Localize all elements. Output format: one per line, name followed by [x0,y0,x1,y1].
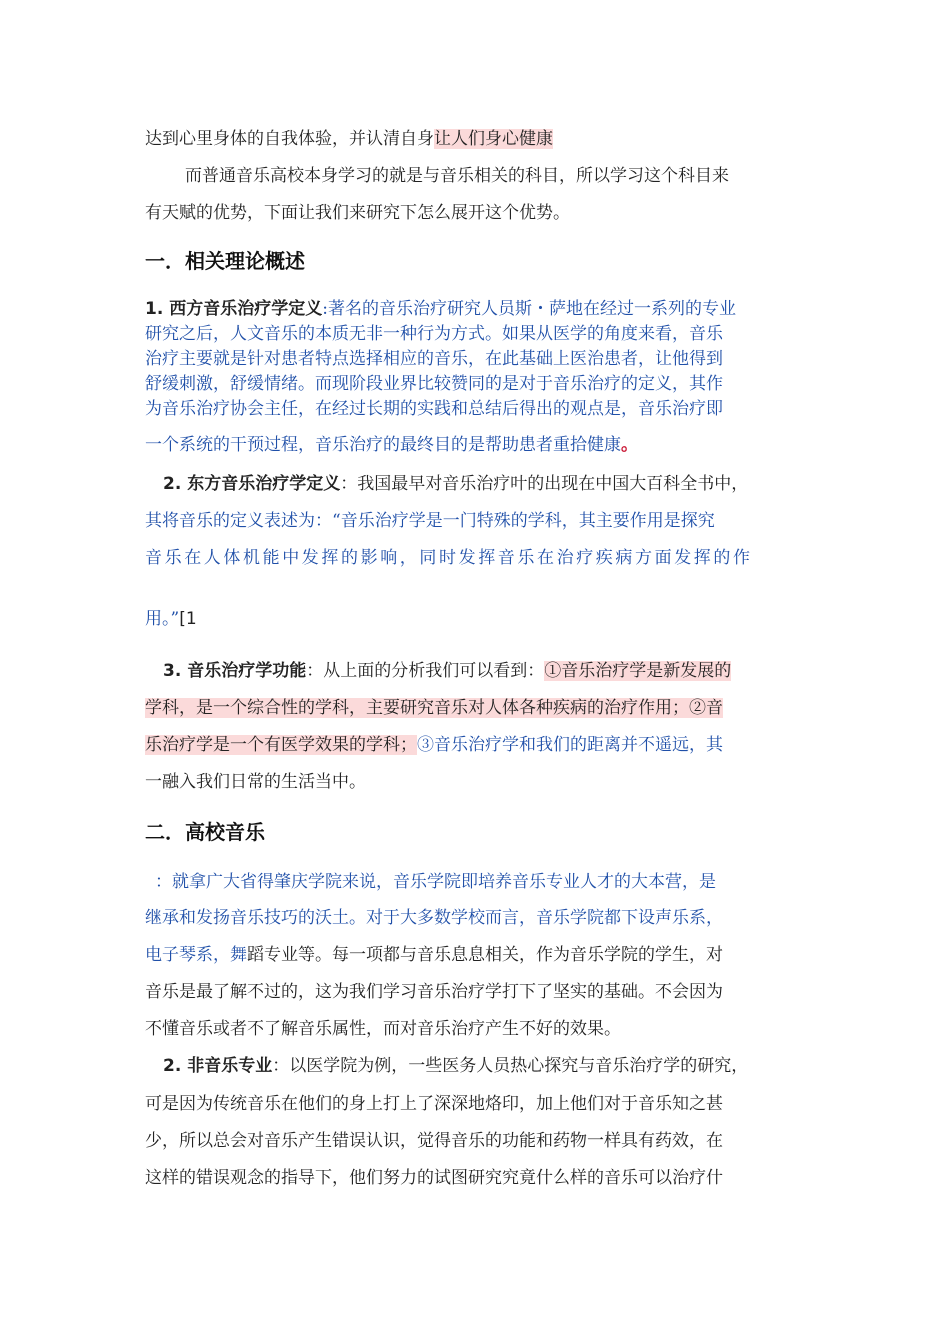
section-heading-2: 二．高校音乐 [145,820,265,844]
item1-line-5: 为音乐治疗协会主任，在经过长期的实践和总结后得出的观点是，音乐治疗即 [145,399,723,419]
p1-line-3: 电子琴系，舞蹈专业等。每一项都与音乐息息相关，作为音乐学院的学生，对 [145,945,723,965]
intro-line-2: 而普通音乐高校本身学习的就是与音乐相关的科目，所以学习这个科目来 [185,166,729,186]
item1-line-3: 治疗主要就是针对患者特点选择相应的音乐，在此基础上医治患者，让他得到 [145,349,723,369]
s2-item2-label: 2. 非音乐专业 [163,1056,273,1076]
p1-line-1: ：就拿广大省得肇庆学院来说，音乐学院即培养音乐专业人才的大本营，是 [155,872,716,892]
item2-line-2: 其将音乐的定义表述为：“音乐治疗学是一门特殊的学科，其主要作用是探究 [145,511,715,531]
item1-label: 1. 西方音乐治疗学定义 [145,299,323,319]
item3-line-4: 一融入我们日常的生活当中。 [145,772,366,792]
item2-line-4: 用。”[1 [145,609,197,629]
item3-line-1: 3. 音乐治疗学功能：从上面的分析我们可以看到：①音乐治疗学是新发展的 [163,661,732,681]
highlighted-phrase: 让人们身心健康 [434,129,553,149]
s2-item2-line-1: 2. 非音乐专业：以医学院为例，一些医务人员热心探究与音乐治疗学的研究， [163,1056,749,1076]
item3-line-3: 乐治疗学是一个有医学效果的学科；③音乐治疗学和我们的距离并不遥远，其 [145,735,723,755]
s2-item2-line-2: 可是因为传统音乐在他们的身上打上了深深地烙印，加上他们对于音乐知之甚 [145,1094,723,1114]
item1-line-2: 研究之后，人文音乐的本质无非一种行为方式。如果从医学的角度来看，音乐 [145,324,723,344]
item3-line-2: 学科，是一个综合性的学科，主要研究音乐对人体各种疾病的治疗作用；②音 [145,698,723,718]
section-heading-1: 一．相关理论概述 [145,249,305,273]
item3-label: 3. 音乐治疗学功能 [163,661,307,681]
item2-line-3: 音乐在人体机能中发挥的影响，同时发挥音乐在治疗疾病方面发挥的作 [145,548,753,568]
p1-line-5: 不懂音乐或者不了解音乐属性，而对音乐治疗产生不好的效果。 [145,1019,621,1039]
item1-line-4: 舒缓刺激，舒缓情绪。而现阶段业界比较赞同的是对于音乐治疗的定义，其作 [145,374,723,394]
end-mark: 。 [621,435,638,455]
p1-line-4: 音乐是最了解不过的，这为我们学习音乐治疗学打下了坚实的基础。不会因为 [145,982,723,1002]
intro-line-1: 达到心里身体的自我体验，并认清自身让人们身心健康 [145,129,553,149]
p1-line-2: 继承和发扬音乐技巧的沃土。对于大多数学校而言，音乐学院都下设声乐系， [145,908,723,928]
item2-line-1: 2. 东方音乐治疗学定义：我国最早对音乐治疗叶的出现在中国大百科全书中， [163,474,749,494]
citation-mark: [1 [179,609,197,629]
item1-line-6: 一个系统的干预过程，音乐治疗的最终目的是帮助患者重拾健康。 [145,435,638,455]
s2-item2-line-3: 少，所以总会对音乐产生错误认识，觉得音乐的功能和药物一样具有药效，在 [145,1131,723,1151]
item2-label: 2. 东方音乐治疗学定义 [163,474,341,494]
s2-item2-line-4: 这样的错误观念的指导下，他们努力的试图研究究竟什么样的音乐可以治疗什 [145,1168,723,1188]
intro-line-3: 有天赋的优势，下面让我们来研究下怎么展开这个优势。 [145,203,570,223]
item1-line-1: 1. 西方音乐治疗学定义:著名的音乐治疗研究人员斯・萨地在经过一系列的专业 [145,299,736,319]
